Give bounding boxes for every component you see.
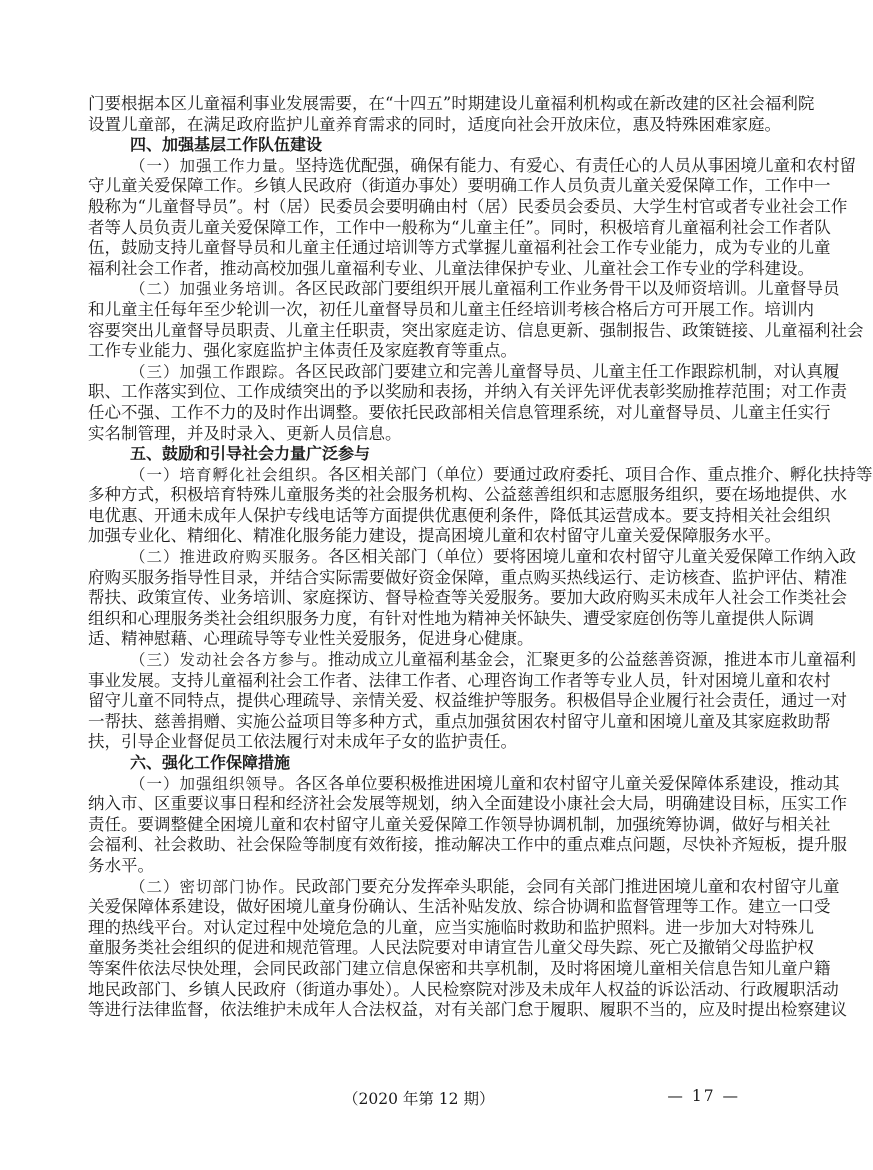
- paragraph-lead: （二）密切部门协作。: [130, 877, 296, 896]
- text-line: [88, 94, 815, 115]
- text-line: [88, 794, 847, 815]
- line-text: 坚持选优配强，确保有能力、有爱心、有责任心的人员从事困境儿童和农村留: [295, 155, 857, 175]
- text-line: [88, 1000, 847, 1021]
- paragraph: [88, 547, 857, 650]
- text-line: [88, 897, 831, 918]
- line-text: 留守儿童不同特点，提供心理疏导、亲情关爱、权益维护等服务。积极倡导企业履行社会责任，通过一对: [88, 691, 847, 711]
- text-line: [88, 424, 740, 445]
- issue-label: （2020 年第 12 期）: [343, 1090, 495, 1108]
- text-line: [88, 753, 740, 774]
- text-line: [88, 588, 847, 609]
- line-text: 各区相关部门（单位）要将困境儿童和农村留守儿童关爱保障工作纳入政: [328, 547, 857, 567]
- line-text: 等案件依法尽快处理，会同民政部门建立信息保密和共享机制，及时将困境儿童相关信息告知儿童户籍: [88, 958, 831, 978]
- text-line: [88, 856, 740, 877]
- line-text: 伍，鼓励支持儿童督导员和儿童主任通过培训等方式掌握儿童福利社会工作专业能力，成为专业的儿童: [88, 238, 831, 258]
- text-line: [88, 917, 814, 939]
- line-text: 工作专业能力、强化家庭监护主体责任及家庭教育等重点。: [88, 341, 517, 361]
- line-text: 和儿童主任每年至少轮训一次，初任儿童督导员和儿童主任经培训考核合格后方可开展工作。培训内: [88, 299, 814, 319]
- paragraph: [88, 876, 847, 1021]
- text-line: [88, 547, 857, 568]
- text-line: [88, 485, 847, 506]
- line-text: 等进行法律监督，依法维护未成年人合法权益，对有关部门怠于履职、履职不当的，应及时提出检察建议: [88, 1000, 847, 1020]
- text-line: [88, 196, 848, 218]
- text-line: [88, 608, 814, 630]
- text-line: [88, 114, 781, 136]
- paragraph-lead: （一）培育孵化社会组织。: [130, 465, 329, 484]
- paragraph: [88, 361, 847, 444]
- line-text: 加强专业化、精细化、精准化服务能力建设，提高困境儿童和农村留守儿童关爱保障服务水平。: [88, 526, 781, 546]
- paragraph-lead: （一）加强组织领导。: [130, 774, 296, 793]
- text-line: [88, 382, 847, 403]
- paragraph: [88, 279, 864, 361]
- line-text: 民政部门要充分发挥牵头职能，会同有关部门推进困境儿童和农村留守儿童: [295, 876, 840, 896]
- text-line: [88, 444, 740, 465]
- text-line: [88, 299, 814, 321]
- line-text: 地民政部门、乡镇人民政府（街道办事处）。人民检察院对涉及未成年人权益的诉讼活动、行政履职活动: [88, 979, 839, 999]
- text-line: [88, 670, 831, 692]
- text-line: [88, 958, 831, 980]
- line-text: 电优惠、开通未成年人保护专线电话等方面提供优惠便利条件，降低其运营成本。要支持相关社会组织: [88, 505, 831, 525]
- text-line: [88, 279, 840, 300]
- page-number: — 17 —: [667, 1087, 740, 1105]
- text-line: [88, 341, 740, 362]
- line-text: 组织和心理服务类社会组织服务力度，有针对性地为精神关怀缺失、遭受家庭创伤等儿童提供人际调: [88, 608, 814, 628]
- text-line: [88, 711, 831, 733]
- paragraph: [88, 155, 857, 280]
- text-line: [88, 691, 847, 712]
- text-line: [88, 876, 840, 898]
- section-heading: [88, 753, 740, 774]
- text-line: [88, 629, 740, 650]
- line-text: 六、强化工作保障措施: [130, 753, 291, 772]
- line-text: 扶，引导企业督促员工依法履行对未成年子女的监护责任。: [88, 732, 517, 752]
- line-text: 实名制管理，并及时录入、更新人员信息。: [88, 423, 402, 443]
- line-text: 门要根据本区儿童福利事业发展需要，在“十四五”时期建设儿童福利机构或在新改建的区社会福利院: [88, 94, 815, 113]
- line-text: 纳入市、区重要议事日程和经济社会发展等规划，纳入全面建设小康社会大局，明确建设目标，压实工作: [88, 794, 847, 814]
- line-text: 五、鼓励和引导社会力量广泛参与: [130, 444, 371, 464]
- text-line: [88, 464, 873, 486]
- text-line: [88, 238, 831, 259]
- text-line: [88, 732, 740, 753]
- line-text: 任心不强、工作不力的及时作出调整。要依托民政部相关信息管理系统，对儿童督导员、儿童主任实行: [88, 402, 831, 422]
- document-body: [88, 94, 873, 1021]
- paragraph-lead: （二）加强业务培训。: [130, 280, 296, 299]
- text-line: [88, 155, 857, 177]
- line-text: 一帮扶、慈善捐赠、实施公益项目等多种方式，重点加强贫困农村留守儿童和困境儿童及其家庭救助帮: [88, 711, 831, 731]
- line-text: 各区各单位要积极推进困境儿童和农村留守儿童关爱保障体系建设，推动其: [295, 773, 840, 793]
- line-text: 设置儿童部，在满足政府监护儿童养育需求的同时，适度向社会开放床位，惠及特殊困难家庭。: [88, 114, 781, 134]
- text-line: [88, 258, 814, 280]
- text-line: [88, 567, 847, 589]
- text-line: [88, 814, 831, 836]
- line-text: 童服务类社会组织的促进和规范管理。人民法院要对申请宣告儿童父母失踪、死亡及撤销父母监护权: [88, 938, 814, 958]
- line-text: 多种方式，积极培育特殊儿童服务类的社会服务机构、公益慈善组织和志愿服务组织，要在场地提供、水: [88, 485, 847, 505]
- section-heading: [88, 135, 740, 156]
- line-text: 推动成立儿童福利基金会，汇聚更多的公益慈善资源，推进本市儿童福利: [328, 650, 857, 670]
- paragraph-lead: （三）加强工作跟踪。: [130, 362, 296, 381]
- text-line: [88, 361, 840, 383]
- page-footer: [88, 1087, 740, 1109]
- text-line: [88, 650, 857, 671]
- paragraph: [88, 464, 873, 547]
- text-line: [88, 320, 864, 342]
- line-text: 各区民政部门要组织开展儿童福利工作业务骨干以及师资培训。儿童督导员: [295, 279, 840, 299]
- paragraph-lead: （三）发动社会各方参与。: [130, 651, 329, 670]
- line-text: 府购买服务指导性目录，并结合实际需要做好资金保障，重点购买热线运行、走访核查、监护评估、精准: [88, 567, 847, 587]
- text-line: [88, 773, 840, 795]
- line-text: 务水平。: [88, 855, 154, 875]
- text-line: [88, 505, 831, 527]
- text-line: [88, 402, 831, 424]
- text-line: [88, 135, 740, 156]
- text-line: [88, 938, 814, 959]
- line-text: 者等人员负责儿童关爱保障工作，工作中一般称为“儿童主任”。同时，积极培育儿童福利社会工作者队: [88, 217, 831, 237]
- line-text: 理的热线平台。对认定过程中处境危急的儿童，应当实施临时救助和监护照料。进一步加大对特殊儿: [88, 917, 814, 937]
- line-text: 职、工作落实到位、工作成绩突出的予以奖励和表扬，并纳入有关评先评优表彰奖励推荐范围；对工作责: [88, 382, 847, 402]
- line-text: 关爱保障体系建设，做好困境儿童身份确认、生活补贴发放、综合协调和监督管理等工作。建立一口受: [88, 897, 831, 917]
- line-text: 各区相关部门（单位）要通过政府委托、项目合作、重点推介、孵化扶持等: [328, 464, 873, 484]
- paragraph: [88, 773, 847, 877]
- paragraph: [88, 650, 857, 753]
- paragraph: [88, 94, 815, 135]
- line-text: 般称为“儿童督导员”。村（居）民委员会要明确由村（居）民委员会委员、大学生村官或者专业社会工作: [88, 196, 848, 216]
- line-text: 容要突出儿童督导员职责、儿童主任职责，突出家庭走访、信息更新、强制报告、政策链接、儿童福利社会: [88, 320, 864, 340]
- line-text: 福利社会工作者，推动高校加强儿童福利专业、儿童法律保护专业、儿童社会工作专业的学科建设。: [88, 258, 814, 278]
- line-text: 会福利、社会救助、社会保险等制度有效衔接，推动解决工作中的重点难点问题，尽快补齐短板，提升服: [88, 835, 847, 855]
- text-line: [88, 835, 847, 856]
- line-text: 各区民政部门要建立和完善儿童督导员、儿童主任工作跟踪机制，对认真履: [295, 361, 840, 381]
- text-line: [88, 176, 831, 197]
- paragraph-lead: （一）加强工作力量。: [130, 156, 296, 175]
- line-text: 事业发展。支持儿童福利社会工作者、法律工作者、心理咨询工作者等专业人员，针对困境儿童和农村: [88, 670, 831, 690]
- section-heading: [88, 444, 740, 465]
- text-line: [88, 979, 839, 1001]
- paragraph-lead: （二）推进政府购买服务。: [130, 548, 329, 567]
- text-line: [88, 217, 831, 239]
- line-text: 适、精神慰藉、心理疏导等专业性关爱服务，促进身心健康。: [88, 629, 534, 649]
- line-text: 责任。要调整健全困境儿童和农村留守儿童关爱保障工作领导协调机制，加强统筹协调，做好与相关社: [88, 814, 831, 834]
- line-text: 四、加强基层工作队伍建设: [130, 135, 323, 155]
- line-text: 守儿童关爱保障工作。乡镇人民政府（街道办事处）要明确工作人员负责儿童关爱保障工作，工作中一: [88, 176, 831, 196]
- text-line: [88, 526, 781, 547]
- line-text: 帮扶、政策宣传、业务培训、家庭探访、督导检查等关爱服务。要加大政府购买未成年人社会工作类社会: [88, 588, 847, 608]
